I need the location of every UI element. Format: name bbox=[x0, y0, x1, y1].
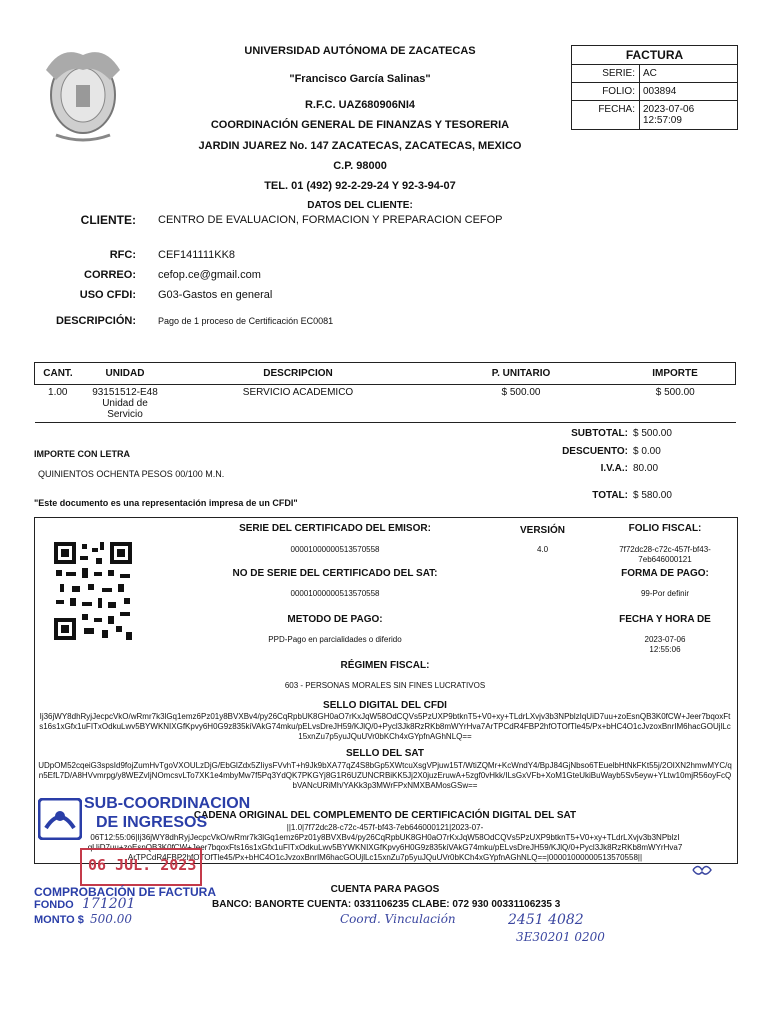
sello-sat-label: SELLO DEL SAT bbox=[346, 748, 424, 759]
sello-sat-value: UDpOM52cqeiG3spsId9fojZumHvTgoVXOULzDjG/EbGlZdx5ZIiysFVvhT+h9Jk9bXA77qZ4S8bGp5XWtcuXsgVPjuw15T/WtiZQMr+KcWndY4/BpJ84GjNbso6TEuelbHtNkFKt55j/2OIXN2hmwMYC/qn5EfL7D/A8HVvmrpg/y8WEZvIjNOmcsvLTo7XK1e4mbyMw7f5Pq3YdQK7PKGYj8G1R6UZUNCRBiKK5Jj2X0juzEruwA+5zgf0vHkk/ILsGxVFb+XoM1GteUkiBuWayb5Sv5eyw+YLtw10mjR56oyFcQbVANcURiMh/YAKk3p3MWrFPxNMXBAMosGSw== bbox=[38, 761, 732, 790]
forma-pago-value: 99-Por definir bbox=[640, 589, 690, 598]
cfdi-note: "Este documento es una representación impresa de un CFDI" bbox=[34, 498, 298, 508]
handwritten-number-1: 2451 4082 bbox=[508, 912, 584, 928]
cadena-line1: ||1.0|7f72dc28-c72c-457f-bf43-7eb646000121|2023-07- bbox=[286, 823, 484, 832]
handwritten-mark-icon bbox=[690, 862, 714, 878]
table-row bbox=[35, 385, 736, 423]
serie-emisor-label: SERIE DEL CERTIFICADO DEL EMISOR: bbox=[239, 523, 431, 534]
client-section-title: DATOS DEL CLIENTE: bbox=[307, 200, 413, 211]
sello-cfdi-value: Ij36jWY8dhRyjJecpcVkO/wRmr7k3lGq1emz6Pz01y8BVXBv4/py26CqRpbUK8GH0aO7rKxJqW58OdCQVs5PzUXP9btknT5+V0+xy+TLdrLXvjv3b3NPblzIqUiD7uu+zoEsnQB3K0fCW+Jeer7bqoxFts16s1xGfx1uFITxOdkuLwv5BYWKNIXGfKpvy6H0G9z835kiVAkG74mku/pELvsDreJH59/KJlQ/0+Pycl3Jk8RzRKb8mWYrHva7ArTPCdR4FBP2hfOTOfTle45/Px+bHC4O1cJvzoxBnrIM6hacGOUjlLc15xnZu7p5yuJQuUVr0bKCh4xGYpfnAGhNLQ== bbox=[39, 712, 731, 741]
cert-hora: 12:55:06 bbox=[649, 645, 681, 654]
postal-code: C.P. 98000 bbox=[333, 160, 387, 172]
row-cant: 1.00 bbox=[35, 385, 82, 423]
importe-letra-label: IMPORTE CON LETRA bbox=[34, 449, 130, 459]
department: COORDINACIÓN GENERAL DE FINANZAS Y TESORERIA bbox=[210, 119, 510, 131]
correo-value: cefop.ce@gmail.com bbox=[158, 269, 261, 281]
university-seal-logo bbox=[36, 40, 131, 145]
iva-label: I.V.A.: bbox=[600, 463, 628, 474]
invoice-title: FACTURA bbox=[572, 46, 737, 65]
rfc-value: CEF141111KK8 bbox=[158, 249, 236, 261]
handwritten-coord: Coord. Vinculación bbox=[340, 912, 456, 926]
row-unidad-type: Servicio bbox=[107, 409, 143, 420]
col-descripcion: DESCRIPCION bbox=[169, 363, 427, 385]
cliente-label: CLIENTE: bbox=[80, 213, 136, 227]
uso-cfdi-value: G03-Gastos en general bbox=[158, 289, 273, 301]
stamp-line2: DE INGRESOS bbox=[96, 814, 208, 831]
address: JARDIN JUAREZ No. 147 ZACATECAS, ZACATECAS, MEXICO bbox=[198, 140, 522, 152]
folio-fiscal-line2: 7eb646000121 bbox=[638, 555, 692, 564]
serie-value: AC bbox=[643, 68, 657, 79]
subtotal-label: SUBTOTAL: bbox=[571, 428, 628, 439]
importe-letra-value: QUINIENTOS OCHENTA PESOS 00/100 M.N. bbox=[38, 469, 225, 479]
serie-sat-value: 00001000000513570558 bbox=[290, 589, 380, 598]
total-value: $ 580.00 bbox=[633, 490, 672, 501]
metodo-value: PPD-Pago en parcialidades o diferido bbox=[268, 635, 402, 644]
version-label: VERSIÓN bbox=[519, 525, 565, 536]
items-table bbox=[34, 362, 736, 423]
row-unidad-name: Unidad de bbox=[102, 398, 148, 409]
stamp-fondo-value: 171201 bbox=[82, 896, 136, 912]
row-importe: $ 500.00 bbox=[615, 385, 736, 423]
pagos-title: CUENTA PARA PAGOS bbox=[330, 884, 440, 895]
pagos-banco: BANCO: BANORTE CUENTA: 0331106235 CLABE: 072 930 00331106235 3 bbox=[212, 899, 561, 910]
fecha-label: FECHA: bbox=[572, 101, 640, 129]
cadena-line2: 06T12:55:06|Ij36jWY8dhRyjJecpcVkO/wRmr7k3lGq1emz6Pz01y8BVXBv4/py26CqRpbUK8GH0aO7rKxJqW58OdCQVs5PzUXP9btknT5+V0+xy+TLdrLXvjv3b3NPblzI bbox=[90, 833, 680, 842]
cliente-value: CENTRO DE EVALUACION, FORMACION Y PREPARACION CEFOP bbox=[158, 214, 503, 226]
metodo-label: METODO DE PAGO: bbox=[287, 614, 383, 625]
invoice-box bbox=[571, 45, 738, 130]
serie-label: SERIE: bbox=[572, 65, 640, 82]
qr-code bbox=[52, 540, 134, 642]
regimen-value: 603 - PERSONAS MORALES SIN FINES LUCRATIVOS bbox=[284, 681, 486, 690]
row-descripcion: SERVICIO ACADEMICO bbox=[169, 385, 427, 423]
descuento-value: $ 0.00 bbox=[633, 446, 661, 457]
university-rfc: R.F.C. UAZ680906NI4 bbox=[304, 99, 416, 111]
stamp-monto-label: MONTO $ bbox=[34, 914, 84, 926]
row-unitario: $ 500.00 bbox=[427, 385, 615, 423]
rfc-label: RFC: bbox=[109, 249, 136, 261]
folio-label: FOLIO: bbox=[572, 83, 640, 100]
col-importe: IMPORTE bbox=[615, 363, 736, 385]
version-value: 4.0 bbox=[536, 545, 549, 554]
forma-pago-label: FORMA DE PAGO: bbox=[621, 568, 709, 579]
descuento-label: DESCUENTO: bbox=[562, 446, 628, 457]
col-unitario: P. UNITARIO bbox=[427, 363, 615, 385]
folio-fiscal-line1: 7f72dc28-c72c-457f-bf43- bbox=[619, 545, 711, 554]
stamp-date: 06 JUL. 2023 bbox=[88, 856, 197, 874]
stamp-comprobacion: COMPROBACIÓN DE FACTURA bbox=[34, 885, 216, 899]
descripcion-label: DESCRIPCIÓN: bbox=[55, 315, 136, 327]
col-unidad: UNIDAD bbox=[81, 363, 169, 385]
folio-fiscal-label: FOLIO FISCAL: bbox=[628, 523, 702, 534]
stamp-monto-value: 500.00 bbox=[90, 912, 132, 926]
row-unidad-code: 93151512-E48 bbox=[92, 387, 158, 398]
cadena-line4: ArTPCdR4FBP2hfOTOfTle45/Px+bHC4O1cJvzoxBnrIM6hacGOUjlLc15xnZu7p5yuJQuUVr0bKCh4xGYpfnAGhNLQ==|00001000000513570558|| bbox=[127, 853, 643, 862]
hora-value: 12:57:09 bbox=[643, 115, 682, 126]
total-label: TOTAL: bbox=[592, 490, 628, 501]
cadena-line3: qUiD7uu+zoEsnQB3K0fCW+Jeer7bqoxFts16s1xGfx1uFITxOdkuLwv5BYWKNIXGfKpvy6H0G9z835kiVAkG74mku/pELvsDreJH59/KJlQ/0+Pycl3Jk8RzRKb8mWYrHva7 bbox=[87, 843, 683, 852]
handwritten-number-2: 3E30201 0200 bbox=[516, 930, 605, 944]
folio-value: 003894 bbox=[643, 86, 677, 97]
serie-sat-label: NO DE SERIE DEL CERTIFICADO DEL SAT: bbox=[232, 568, 438, 579]
cert-fecha: 2023-07-06 bbox=[644, 635, 686, 644]
serie-emisor-value: 00001000000513570558 bbox=[290, 545, 380, 554]
university-alias: "Francisco García Salinas" bbox=[289, 73, 431, 85]
col-cant: CANT. bbox=[35, 363, 82, 385]
stamp-emblem-icon bbox=[38, 798, 82, 840]
fecha-value: 2023-07-06 bbox=[643, 104, 695, 115]
university-name: UNIVERSIDAD AUTÓNOMA DE ZACATECAS bbox=[244, 45, 476, 57]
regimen-label: RÉGIMEN FISCAL: bbox=[340, 660, 430, 671]
correo-label: CORREO: bbox=[84, 269, 136, 281]
stamp-fondo-label: FONDO bbox=[34, 899, 74, 911]
descripcion-value: Pago de 1 proceso de Certificación EC0081 bbox=[158, 316, 334, 326]
stamp-line1: SUB-COORDINACION bbox=[84, 795, 251, 812]
sello-cfdi-label: SELLO DIGITAL DEL CFDI bbox=[323, 700, 447, 711]
subtotal-value: $ 500.00 bbox=[633, 428, 672, 439]
uso-cfdi-label: USO CFDI: bbox=[79, 289, 136, 301]
cadena-label: CADENA ORIGINAL DEL COMPLEMENTO DE CERTIFICACIÓN DIGITAL DEL SAT bbox=[193, 810, 577, 821]
fecha-hora-label: FECHA Y HORA DE bbox=[619, 614, 711, 625]
iva-value: 80.00 bbox=[633, 463, 659, 474]
phone: TEL. 01 (492) 92-2-29-24 Y 92-3-94-07 bbox=[264, 180, 456, 192]
